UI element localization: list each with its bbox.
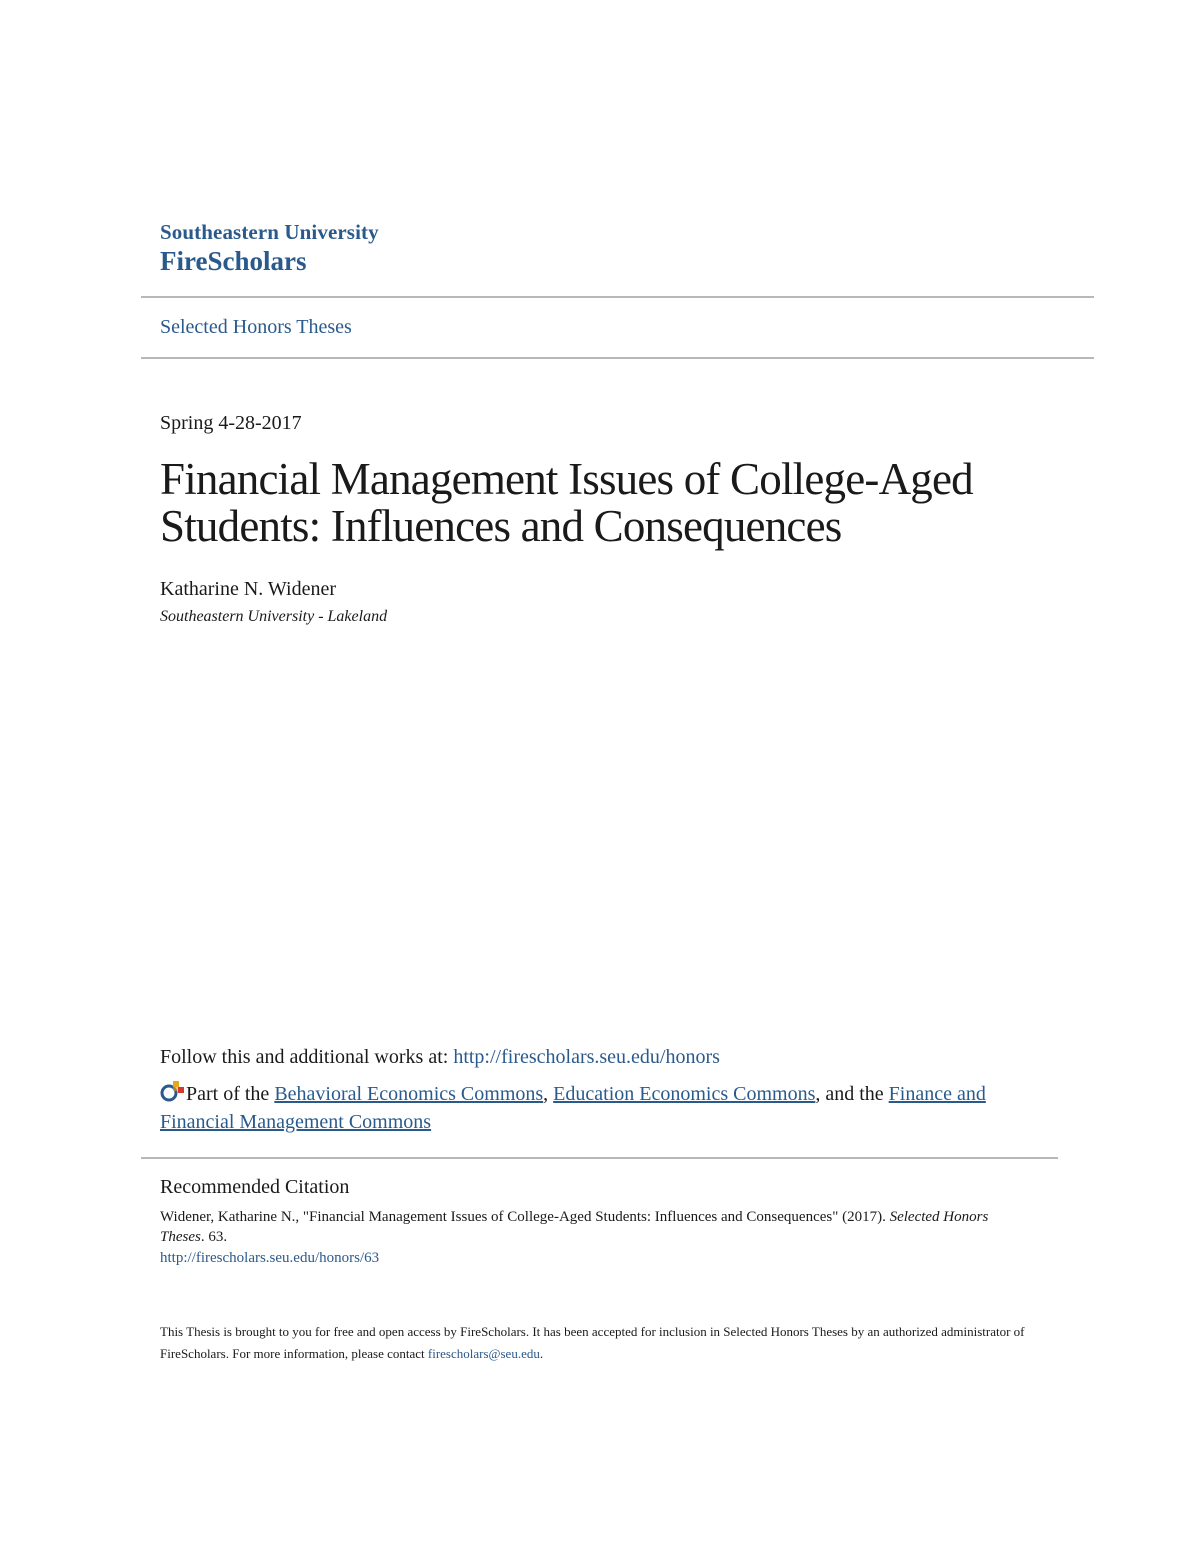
behavioral-economics-commons-link[interactable]: Behavioral Economics Commons [274,1083,544,1105]
citation-url-line [160,1250,379,1267]
citation-text-before: Widener, Katharine N., "Financial Management Issues of College-Aged Students: Influences and Consequences" (2017). [160,1209,890,1225]
repository-name[interactable]: FireScholars [160,246,307,276]
notice-end: . [539,1346,544,1361]
notice-text: This Thesis is brought to you for free and open access by FireScholars. It has been accepted for inclusion in Selected Honors Theses by an authorized administrator of FireScholars. For more information, please contact [160,1324,1025,1361]
follow-url-link[interactable]: http://firescholars.seu.edu/honors [453,1046,720,1068]
citation-divider [141,1157,1058,1159]
citation-url-link[interactable]: http://firescholars.seu.edu/honors/63 [160,1250,380,1266]
header-divider-bottom [141,357,1094,359]
follow-line [160,1046,720,1069]
part-of-separator: , [543,1083,554,1105]
finance-commons-link[interactable]: Finance and Financial Management Commons [160,1083,986,1133]
bepress-logo-icon [160,1081,184,1103]
part-of-separator: , and the [815,1083,889,1105]
part-of-line [160,1080,1040,1136]
citation-journal: Selected Honors Theses [160,1209,989,1245]
institution-name: Southeastern University [160,220,379,244]
education-economics-commons-link[interactable]: Education Economics Commons [553,1083,816,1105]
contact-email-link[interactable]: firescholars@seu.edu [427,1346,540,1361]
access-notice [160,1321,1060,1365]
part-of-prefix: Part of the [186,1083,275,1105]
header-divider-top [141,296,1094,298]
follow-prefix: Follow this and additional works at: [160,1046,454,1068]
publication-date: Spring 4-28-2017 [160,412,302,434]
citation-heading: Recommended Citation [160,1176,350,1198]
citation-text [160,1207,1030,1247]
citation-text-after: . 63. [200,1229,228,1245]
document-title: Financial Management Issues of College-Aged Students: Influences and Consequences [160,454,973,551]
author-name: Katharine N. Widener [160,578,336,600]
author-affiliation: Southeastern University - Lakeland [160,608,388,625]
series-link[interactable]: Selected Honors Theses [160,316,352,338]
